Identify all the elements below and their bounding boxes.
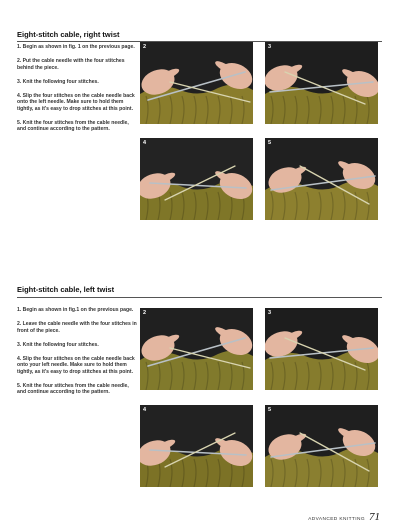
instruction-step: 2. Put the cable needle with the four stitches behind the piece. [17,57,125,71]
page-footer [308,511,380,523]
instruction-step: 2. Leave the cable needle with the four stitches in front of the piece. [17,320,137,334]
instruction-step: 5. Knit the four stitches from the cable needle, and continue according to the pattern. [17,382,129,396]
instruction-list [17,307,137,403]
photo-number: 3 [268,310,272,316]
step-photo [265,308,378,390]
instruction-step: 1. Begin as shown in fig.1 on the previous page. [17,307,134,313]
step-photo [140,42,253,124]
instruction-step: 3. Knit the following four stitches. [17,78,99,85]
instruction-step: 1. Begin as shown in fig. 1 on the previous page. [17,44,135,50]
photo-number: 2 [143,310,147,316]
step-photo [265,405,378,487]
section-title: Eight-stitch cable, right twist [17,30,120,39]
step-photo [140,138,253,220]
section-divider [17,297,382,298]
instruction-step: 3. Knit the following four stitches. [17,341,99,348]
instruction-step: 5. Knit the four stitches from the cable needle, and continue according to the pattern. [17,119,129,133]
instruction-step: 4. Slip the four stitches on the cable needle back onto the left needle. Make sure to hold them tightly, as it's easy to drop stitches at this point. [17,92,135,112]
photo-number: 2 [143,44,147,50]
step-photo [140,405,253,487]
photo-number: 5 [268,140,272,146]
photo-number: 4 [143,407,147,413]
instruction-list [17,44,137,140]
photo-number: 3 [268,44,272,50]
step-photo [265,138,378,220]
step-photo [265,42,378,124]
step-photo [140,308,253,390]
running-footer-section: ADVANCED KNITTING [308,517,365,522]
photo-number: 4 [143,140,147,146]
photo-number: 5 [268,407,272,413]
instruction-step: 4. Slip the four stitches on the cable needle back onto your left needle. Make sure to hold them tightly, as it's easy to drop stitches at this point. [17,355,135,375]
section-title: Eight-stitch cable, left twist [17,285,115,294]
page-number: 71 [369,511,380,523]
